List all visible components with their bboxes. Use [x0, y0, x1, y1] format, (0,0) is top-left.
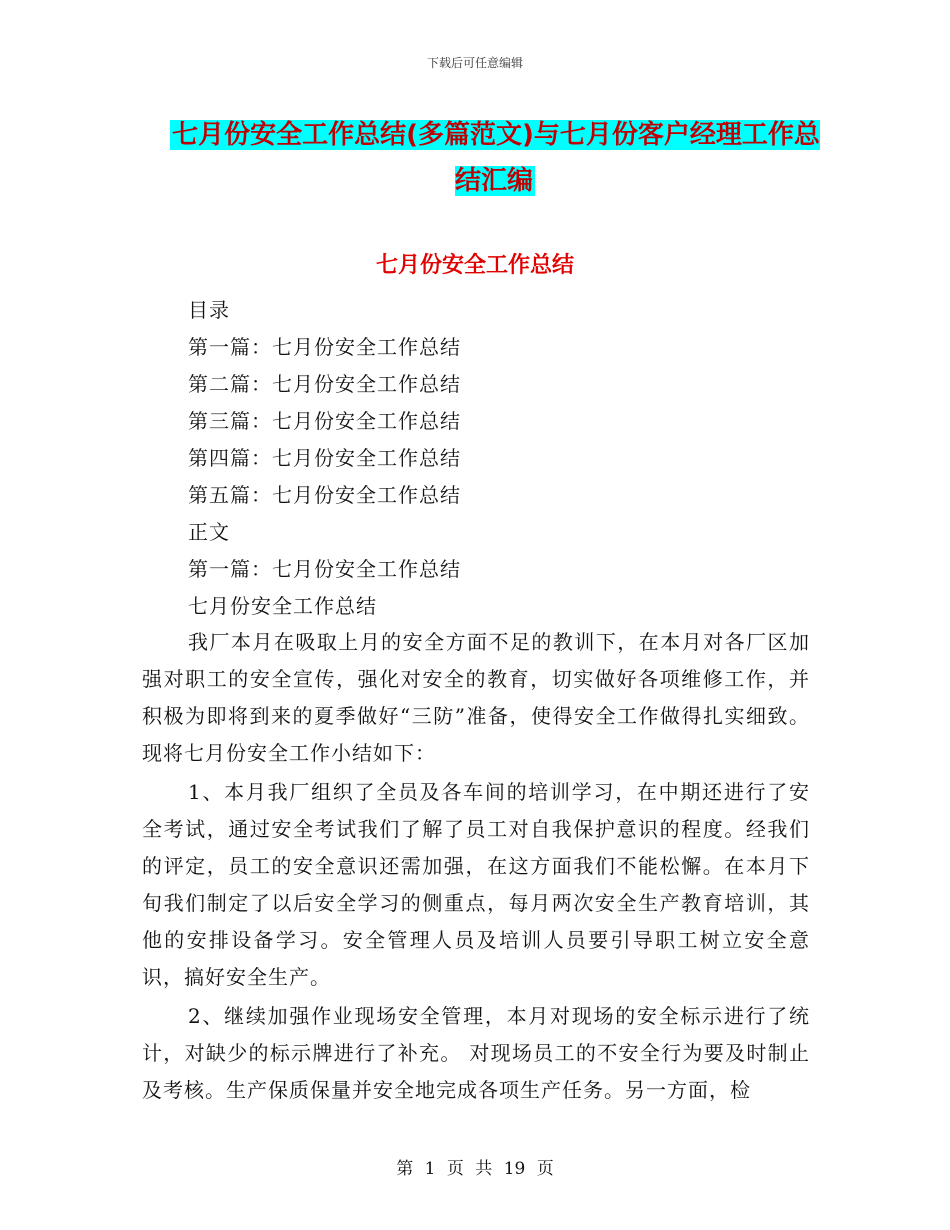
toc-heading: 目录: [188, 298, 230, 322]
article-heading: 七月份安全工作总结: [188, 594, 377, 618]
toc-item: 第二篇：七月份安全工作总结: [188, 372, 461, 396]
toc-item: 第一篇：七月份安全工作总结: [188, 335, 461, 359]
toc-item: 第四篇：七月份安全工作总结: [188, 446, 461, 470]
body-paragraph: 2、继续加强作业现场安全管理，本月对现场的安全标示进行了统计，对缺少的标示牌进行了补充。 对现场员工的不安全行为要及时制止及考核。生产保质保量并安全地完成各项生产任务。另一方面，检: [142, 1004, 810, 1102]
body-heading: 正文: [188, 520, 230, 544]
document-title: [160, 112, 830, 204]
table-of-contents: [188, 292, 808, 625]
body-paragraph: 1、本月我厂组织了全员及各车间的培训学习，在中期还进行了安全考试，通过安全考试我们了解了员工对自我保护意识的程度。经我们的评定，员工的安全意识还需加强，在这方面我们不能松懈。在本月下旬我们制定了以后安全学习的侧重点，每月两次安全生产教育培训，其他的安排设备学习。安全管理人员及培训人员要引导职工树立安全意识，搞好安全生产。: [142, 780, 810, 989]
body-text: [142, 624, 810, 1111]
section-title: 七月份安全工作总结: [375, 253, 574, 278]
header-note: 下载后可任意编辑: [426, 56, 523, 70]
toc-item: 第三篇：七月份安全工作总结: [188, 409, 461, 433]
page-footer: 第 1 页 共 19 页: [396, 1159, 554, 1179]
chapter-heading: 第一篇：七月份安全工作总结: [188, 557, 461, 581]
document-title-text: 七月份安全工作总结(多篇范文)与七月份客户经理工作总结汇编: [172, 120, 820, 196]
body-paragraph: 我厂本月在吸取上月的安全方面不足的教训下，在本月对各厂区加强对职工的安全宣传，强化对安全的教育，切实做好各项维修工作，并积极为即将到来的夏季做好“三防”准备，使得安全工作做得扎实细致。现将七月份安全工作小结如下：: [142, 630, 810, 765]
toc-item: 第五篇：七月份安全工作总结: [188, 483, 461, 507]
